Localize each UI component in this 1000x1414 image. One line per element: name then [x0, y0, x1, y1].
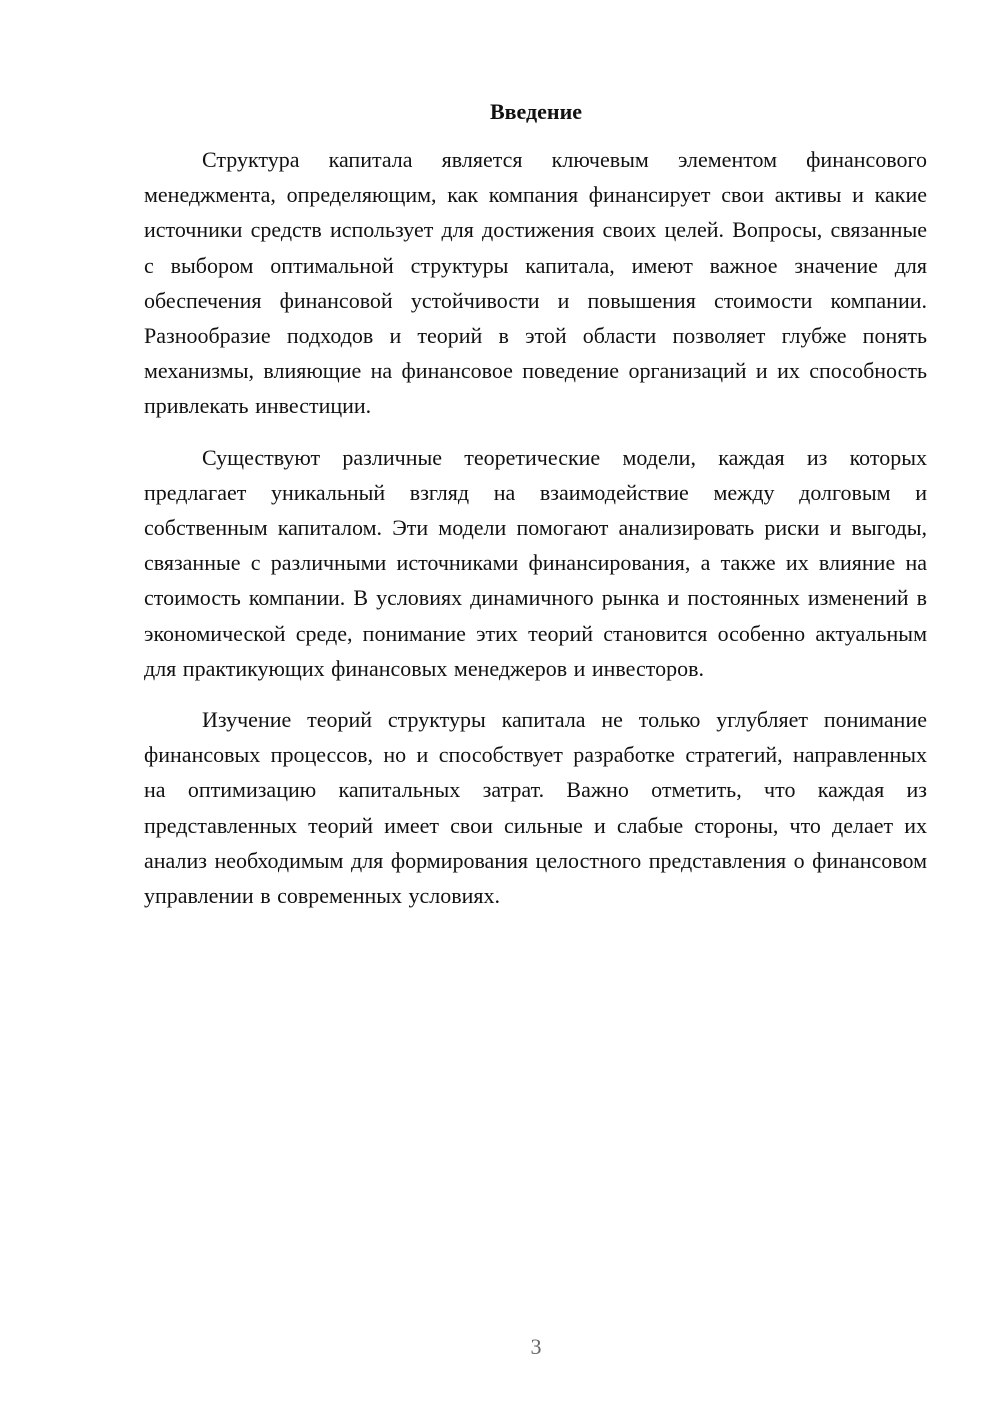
paragraph-2: Существуют различные теоретические модели, каждая из которых предлагает уникальный взгляд на взаимодействие между долговым и собственным капиталом. Эти модели помогают анализировать риски и выгоды, связанные с различными источниками финансирования, а также их влияние на стоимость компании. В условиях динамичного рынка и постоянных изменений в экономической среде, понимание этих теорий становится особенно актуальным для практикующих финансовых менеджеров и инвесторов. [144, 444, 927, 681]
paragraph-3: Изучение теорий структуры капитала не только углубляет понимание финансовых процессов, но и способствует разработке стратегий, направленных на оптимизацию капитальных затрат. Важно отметить, что каждая из представленных теорий имеет свои сильные и слабые стороны, что делает их анализ необходимым для формирования целостного представления о финансовом управлении в современных условиях. [144, 707, 927, 909]
page-number: 3 [530, 1334, 542, 1359]
section-heading: Введение [489, 99, 583, 124]
body-text [144, 142, 927, 929]
paragraph-1: Структура капитала является ключевым элементом финансового менеджмента, определяющим, как компания финансирует свои активы и какие источники средств использует для достижения своих целей. Вопросы, связанные с выбором оптимальной структуры капитала, имеют важное значение для обеспечения финансовой устойчивости и повышения стоимости компании. Разнообразие подходов и теорий в этой области позволяет глубже понять механизмы, влияющие на финансовое поведение организаций и их способность привлекать инвестиции. [144, 147, 927, 419]
